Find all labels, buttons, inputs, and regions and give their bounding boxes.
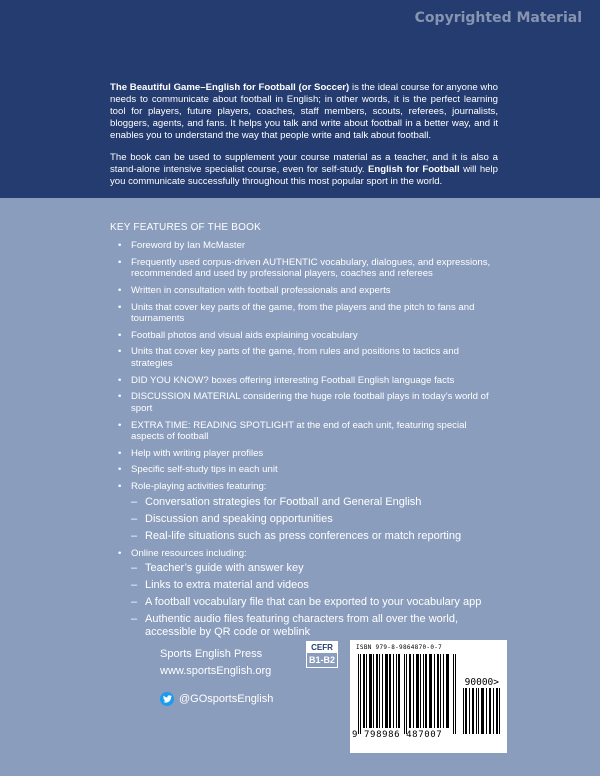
features-list <box>110 240 500 644</box>
intro-paragraph-2-start: The book can be used to supplement your course material as a teacher, and it is also a stand-alone intensive specialist course, even for self-study. <box>110 152 498 175</box>
intro-paragraph-1 <box>110 82 498 142</box>
feature-item: • Foreword by Ian McMaster <box>110 240 500 252</box>
publisher-name: Sports English Press <box>160 648 263 660</box>
twitter-bird-icon <box>160 692 174 706</box>
price-code: 90000> <box>464 677 499 688</box>
feature-item: • Specific self-study tips in each unit <box>110 464 500 476</box>
intro-paragraph-1-text: is the ideal course for anyone who needs to communicate about football in English; in other words, it is the perfect learning tool for players, future players, coaches, staff members, scouts, referees, journalists, bloggers, agents, and fans. It helps you talk and write about football in a better way, and it enables you to understand the way that people write and talk about football. <box>110 82 498 141</box>
feature-item-label: Role-playing activities featuring: <box>131 481 267 493</box>
feature-item: • DID YOU KNOW? boxes offering interesting Football English language facts <box>110 375 500 387</box>
feature-item: • Football photos and visual aids explaining vocabulary <box>110 330 500 342</box>
roleplay-sublist <box>131 496 500 543</box>
publisher-block <box>160 646 271 680</box>
feature-item-online <box>110 548 500 640</box>
sub-item: – Discussion and speaking opportunities <box>131 513 500 526</box>
top-band <box>0 0 600 198</box>
twitter-handle[interactable] <box>160 692 273 706</box>
feature-item: • Frequently used corpus-driven AUTHENTIC vocabulary, dialogues, and expressions, recommended and used by professional players, coaches and referees <box>110 257 500 280</box>
barcode-number: 9 798986 487007 <box>352 730 443 740</box>
cefr-label: CEFR <box>307 642 337 653</box>
feature-item-roleplay <box>110 481 500 543</box>
sub-item: – Teacher’s guide with answer key <box>131 562 500 575</box>
feature-item: • Written in consultation with football professionals and experts <box>110 285 500 297</box>
sub-item: – Links to extra material and videos <box>131 579 500 592</box>
twitter-handle-text: @GOsportsEnglish <box>179 693 274 705</box>
publisher-url[interactable]: www.sportsEnglish.org <box>160 665 272 677</box>
feature-item: • Units that cover key parts of the game, from rules and positions to tactics and strategies <box>110 346 500 369</box>
features-title: KEY FEATURES OF THE BOOK <box>110 222 261 233</box>
cefr-level: B1-B2 <box>308 655 335 665</box>
feature-item: • EXTRA TIME: READING SPOTLIGHT at the end of each unit, featuring special aspects of football <box>110 420 500 443</box>
isbn-text: ISBN 979-8-9864870-0-7 <box>356 644 443 651</box>
sub-item: – Conversation strategies for Football and General English <box>131 496 500 509</box>
barcode-addon-bars <box>463 688 501 734</box>
book-title: The Beautiful Game–English for Football (or Soccer) <box>110 82 350 93</box>
sub-item: – Real-life situations such as press conferences or match reporting <box>131 530 500 543</box>
cefr-badge <box>306 641 338 668</box>
intro-paragraph-2 <box>110 152 498 188</box>
feature-item: • DISCUSSION MATERIAL considering the huge role football plays in today’s world of sport <box>110 391 500 414</box>
barcode-box <box>350 640 507 753</box>
feature-item: • Help with writing player profiles <box>110 448 500 460</box>
intro-paragraph-2-bold: English for Football <box>368 164 460 175</box>
sub-item: – A football vocabulary file that can be exported to your vocabulary app <box>131 596 500 609</box>
barcode-bars <box>358 654 458 734</box>
online-sublist <box>131 562 500 639</box>
copyright-watermark: Copyrighted Material <box>414 10 582 26</box>
intro-text <box>110 82 498 198</box>
feature-item: • Units that cover key parts of the game, from the players and the pitch to fans and tournaments <box>110 302 500 325</box>
intro-paragraph-2-end: will help you communicate successfully throughout this most popular sport in the world. <box>110 164 498 187</box>
feature-item-label: Online resources including: <box>131 547 247 559</box>
sub-item: – Authentic audio files featuring characters from all over the world, accessible by QR code or weblink <box>131 613 500 639</box>
